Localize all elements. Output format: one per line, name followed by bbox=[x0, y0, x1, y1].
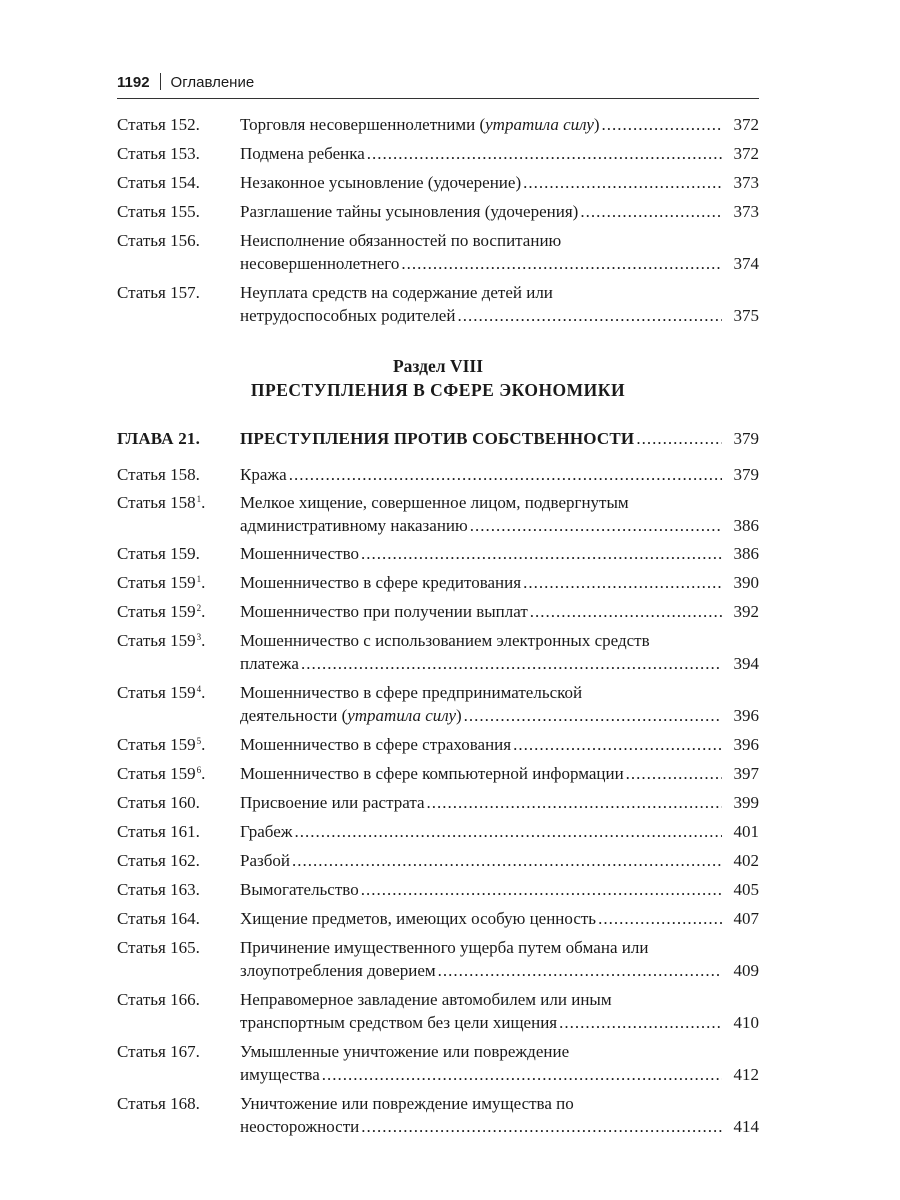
page-ref: 390 bbox=[733, 573, 759, 592]
article-body bbox=[240, 113, 759, 136]
article-number: Статья 159 bbox=[117, 764, 196, 783]
title-text: нетрудоспособных родителей bbox=[240, 306, 456, 325]
article-body bbox=[240, 820, 759, 843]
title-text: Подмена ребенка bbox=[240, 144, 365, 163]
article-label bbox=[117, 463, 240, 486]
article-superscript: 5 bbox=[196, 736, 202, 746]
page-ref: 396 bbox=[733, 706, 759, 725]
article-label bbox=[117, 200, 240, 223]
article-title bbox=[240, 791, 425, 814]
article-suffix: . bbox=[201, 683, 206, 702]
toc-entry[interactable] bbox=[117, 907, 759, 930]
running-header bbox=[117, 72, 759, 99]
dot-leader bbox=[295, 820, 722, 843]
title-line bbox=[240, 171, 759, 194]
article-label bbox=[117, 849, 240, 872]
article-body bbox=[240, 1040, 759, 1086]
article-body bbox=[240, 571, 759, 594]
toc-entry[interactable] bbox=[117, 820, 759, 843]
toc-entry[interactable] bbox=[117, 171, 759, 194]
toc-entry[interactable] bbox=[117, 281, 759, 327]
dot-leader bbox=[289, 463, 722, 486]
page-ref: 412 bbox=[733, 1065, 759, 1084]
header-separator bbox=[160, 73, 161, 90]
section-title: ПРЕСТУПЛЕНИЯ В СФЕРЕ ЭКОНОМИКИ bbox=[250, 380, 626, 400]
article-body bbox=[240, 681, 759, 727]
title-line bbox=[240, 1011, 759, 1034]
title-text: деятельности ( bbox=[240, 706, 348, 725]
article-title bbox=[240, 988, 612, 1011]
toc-entry[interactable] bbox=[117, 142, 759, 165]
chapter-heading bbox=[117, 427, 759, 450]
dot-leader bbox=[636, 427, 722, 450]
article-title bbox=[240, 762, 624, 785]
article-title bbox=[240, 491, 629, 514]
article-label bbox=[117, 1040, 240, 1086]
toc-entry[interactable] bbox=[117, 571, 759, 594]
title-after: ) bbox=[593, 115, 600, 134]
toc-entry[interactable] bbox=[117, 1040, 759, 1086]
title-italic: утратила силу bbox=[485, 115, 594, 134]
page-ref: 402 bbox=[733, 851, 759, 870]
page-ref: 392 bbox=[733, 602, 759, 621]
toc-entry[interactable] bbox=[117, 762, 759, 785]
article-superscript: 3 bbox=[196, 632, 202, 642]
section-heading bbox=[117, 354, 759, 402]
article-label bbox=[117, 988, 240, 1034]
article-title bbox=[240, 113, 600, 136]
article-body bbox=[240, 142, 759, 165]
article-label bbox=[117, 936, 240, 982]
page-ref: 373 bbox=[733, 202, 759, 221]
title-text: злоупотребления доверием bbox=[240, 961, 436, 980]
article-title bbox=[240, 1063, 320, 1086]
title-text: Мошенничество bbox=[240, 544, 360, 563]
title-line bbox=[240, 600, 759, 623]
title-line bbox=[240, 704, 759, 727]
article-number: Статья 163. bbox=[117, 880, 200, 899]
page-ref: 397 bbox=[733, 764, 759, 783]
article-number: Статья 152. bbox=[117, 115, 200, 134]
article-label bbox=[117, 571, 240, 594]
article-title bbox=[240, 304, 455, 327]
article-title bbox=[240, 1092, 574, 1115]
article-body bbox=[240, 171, 759, 194]
dot-leader bbox=[361, 878, 722, 901]
article-number: Статья 168. bbox=[117, 1094, 200, 1113]
article-number: Статья 159 bbox=[117, 573, 196, 592]
toc-entry[interactable] bbox=[117, 542, 759, 565]
title-text: Хищение предметов, имеющих особую ценность bbox=[240, 909, 597, 928]
chapter-title: ПРЕСТУПЛЕНИЯ ПРОТИВ СОБСТВЕННОСТИ bbox=[240, 429, 635, 448]
page-ref: 407 bbox=[733, 909, 759, 928]
title-text: Причинение имущественного ущерба путем обмана или bbox=[240, 938, 649, 957]
dot-leader bbox=[523, 171, 722, 194]
article-number: Статья 159 bbox=[117, 631, 196, 650]
article-title bbox=[240, 907, 596, 930]
article-suffix: . bbox=[201, 764, 206, 783]
dot-leader bbox=[427, 791, 722, 814]
dot-leader bbox=[513, 733, 722, 756]
title-text: Вымогательство bbox=[240, 880, 359, 899]
title-line bbox=[240, 571, 759, 594]
article-title bbox=[240, 629, 650, 652]
title-text: Мелкое хищение, совершенное лицом, подвергнутым bbox=[240, 493, 629, 512]
article-suffix: . bbox=[201, 493, 206, 512]
article-body bbox=[240, 463, 759, 486]
article-body bbox=[240, 988, 759, 1034]
article-label bbox=[117, 681, 240, 727]
article-number: Статья 157. bbox=[117, 283, 200, 302]
article-title bbox=[240, 704, 462, 727]
article-title bbox=[240, 1040, 569, 1063]
article-title bbox=[240, 936, 648, 959]
title-line bbox=[240, 629, 759, 652]
page-ref: 414 bbox=[733, 1117, 759, 1136]
page-ref: 396 bbox=[733, 735, 759, 754]
article-title bbox=[240, 600, 528, 623]
article-body bbox=[240, 200, 759, 223]
article-superscript: 1 bbox=[196, 574, 202, 584]
dot-leader bbox=[292, 849, 722, 872]
dot-leader bbox=[580, 200, 722, 223]
title-text: Разглашение тайны усыновления (удочерения) bbox=[240, 202, 579, 221]
dot-leader bbox=[559, 1011, 722, 1034]
title-text: Торговля несовершеннолетними ( bbox=[240, 115, 486, 134]
dot-leader bbox=[361, 542, 722, 565]
title-line bbox=[240, 1115, 759, 1138]
toc-entry[interactable] bbox=[117, 113, 759, 136]
article-suffix: . bbox=[201, 735, 206, 754]
article-body bbox=[240, 762, 759, 785]
article-number: Статья 164. bbox=[117, 909, 200, 928]
article-superscript: 4 bbox=[196, 684, 202, 694]
dot-leader bbox=[457, 304, 722, 327]
article-title bbox=[240, 463, 287, 486]
title-line bbox=[240, 463, 759, 486]
article-body bbox=[240, 281, 759, 327]
title-text: Мошенничество в сфере компьютерной информации bbox=[240, 764, 624, 783]
article-number: Статья 154. bbox=[117, 173, 200, 192]
title-text: Мошенничество с использованием электронных средств bbox=[240, 631, 650, 650]
title-text: несовершеннолетнего bbox=[240, 254, 400, 273]
article-body bbox=[240, 600, 759, 623]
title-text: Мошенничество в сфере страхования bbox=[240, 735, 512, 754]
dot-leader bbox=[626, 762, 722, 785]
article-label bbox=[117, 281, 240, 327]
title-line bbox=[240, 878, 759, 901]
article-body bbox=[240, 936, 759, 982]
article-title bbox=[240, 820, 293, 843]
article-label bbox=[117, 142, 240, 165]
toc-entry[interactable] bbox=[117, 681, 759, 727]
title-text: транспортным средством без цели хищения bbox=[240, 1013, 558, 1032]
toc-entry[interactable] bbox=[117, 878, 759, 901]
title-line bbox=[240, 1063, 759, 1086]
page-ref: 372 bbox=[733, 144, 759, 163]
toc-entry[interactable] bbox=[117, 849, 759, 872]
page-ref: 409 bbox=[733, 961, 759, 980]
page-ref: 410 bbox=[733, 1013, 759, 1032]
article-title bbox=[240, 200, 578, 223]
article-title bbox=[240, 281, 553, 304]
article-title bbox=[240, 252, 399, 275]
toc-entry[interactable] bbox=[117, 200, 759, 223]
dot-leader bbox=[401, 252, 722, 275]
article-label bbox=[117, 762, 240, 785]
toc-entry[interactable] bbox=[117, 463, 759, 486]
title-text: административному наказанию bbox=[240, 516, 468, 535]
article-body bbox=[240, 849, 759, 872]
article-superscript: 2 bbox=[196, 603, 202, 613]
title-text: неосторожности bbox=[240, 1117, 360, 1136]
article-superscript: 6 bbox=[196, 765, 202, 775]
title-text: Мошенничество в сфере предпринимательской bbox=[240, 683, 583, 702]
article-number: Статья 153. bbox=[117, 144, 200, 163]
article-number: Статья 165. bbox=[117, 938, 200, 957]
title-line bbox=[240, 849, 759, 872]
article-title bbox=[240, 171, 521, 194]
title-line bbox=[240, 1092, 759, 1115]
article-label bbox=[117, 629, 240, 675]
title-text: имущества bbox=[240, 1065, 320, 1084]
article-label bbox=[117, 229, 240, 275]
title-text: Уничтожение или повреждение имущества по bbox=[240, 1094, 574, 1113]
article-title bbox=[240, 1011, 557, 1034]
article-label bbox=[117, 491, 240, 537]
title-line bbox=[240, 1040, 759, 1063]
dot-leader bbox=[530, 600, 722, 623]
chapter-page: 379 bbox=[733, 429, 759, 448]
article-label bbox=[117, 878, 240, 901]
dot-leader bbox=[322, 1063, 722, 1086]
title-line bbox=[240, 959, 759, 982]
title-text: Неисполнение обязанностей по воспитанию bbox=[240, 231, 562, 250]
article-title bbox=[240, 142, 365, 165]
page-ref: 375 bbox=[733, 306, 759, 325]
dot-leader bbox=[361, 1115, 722, 1138]
title-line bbox=[240, 988, 759, 1011]
title-line bbox=[240, 200, 759, 223]
title-text: платежа bbox=[240, 654, 299, 673]
page-number: 1192 bbox=[117, 74, 150, 91]
page-ref: 373 bbox=[733, 173, 759, 192]
article-body bbox=[240, 791, 759, 814]
dot-leader bbox=[470, 514, 722, 537]
article-body bbox=[240, 629, 759, 675]
article-body bbox=[240, 907, 759, 930]
dot-leader bbox=[602, 113, 722, 136]
section-number: Раздел VIII bbox=[392, 356, 484, 376]
article-body bbox=[240, 229, 759, 275]
article-body bbox=[240, 733, 759, 756]
toc-entry[interactable] bbox=[117, 791, 759, 814]
title-line bbox=[240, 142, 759, 165]
article-number: Статья 159 bbox=[117, 683, 196, 702]
title-text: Мошенничество при получении выплат bbox=[240, 602, 528, 621]
title-line bbox=[240, 762, 759, 785]
title-text: Умышленные уничтожение или повреждение bbox=[240, 1042, 570, 1061]
article-title bbox=[240, 542, 359, 565]
page-ref: 372 bbox=[733, 115, 759, 134]
title-line bbox=[240, 252, 759, 275]
toc-entry[interactable] bbox=[117, 936, 759, 982]
page-ref: 379 bbox=[733, 465, 759, 484]
toc-entry[interactable] bbox=[117, 491, 759, 537]
article-number: Статья 155. bbox=[117, 202, 200, 221]
title-italic: утратила силу bbox=[347, 706, 456, 725]
article-number: Статья 167. bbox=[117, 1042, 200, 1061]
dot-leader bbox=[464, 704, 722, 727]
header-title: Оглавление bbox=[170, 74, 255, 91]
dot-leader bbox=[438, 959, 722, 982]
toc-entry[interactable] bbox=[117, 733, 759, 756]
title-line bbox=[240, 652, 759, 675]
article-title bbox=[240, 733, 511, 756]
title-line bbox=[240, 281, 759, 304]
title-line bbox=[240, 113, 759, 136]
toc-entry[interactable] bbox=[117, 1092, 759, 1138]
dot-leader bbox=[367, 142, 722, 165]
article-number: Статья 159 bbox=[117, 602, 196, 621]
title-line bbox=[240, 491, 759, 514]
toc-entry-chapter-21[interactable] bbox=[117, 427, 759, 450]
article-label bbox=[117, 600, 240, 623]
page-ref: 386 bbox=[733, 516, 759, 535]
title-line bbox=[240, 791, 759, 814]
article-number: Статья 158 bbox=[117, 493, 196, 512]
title-text: Кража bbox=[240, 465, 287, 484]
title-line bbox=[240, 681, 759, 704]
page-ref: 401 bbox=[733, 822, 759, 841]
article-title bbox=[240, 514, 468, 537]
page-ref: 405 bbox=[733, 880, 759, 899]
page-ref: 394 bbox=[733, 654, 759, 673]
article-label bbox=[117, 907, 240, 930]
article-label bbox=[117, 171, 240, 194]
title-text: Присвоение или растрата bbox=[240, 793, 425, 812]
article-superscript: 1 bbox=[196, 494, 202, 504]
toc-entry[interactable] bbox=[117, 600, 759, 623]
article-title bbox=[240, 849, 290, 872]
title-line bbox=[240, 907, 759, 930]
title-text: Неуплата средств на содержание детей или bbox=[240, 283, 553, 302]
article-suffix: . bbox=[201, 573, 206, 592]
title-text: Разбой bbox=[240, 851, 290, 870]
article-number: Статья 159 bbox=[117, 735, 196, 754]
dot-leader bbox=[523, 571, 722, 594]
article-title bbox=[240, 681, 582, 704]
article-body bbox=[240, 878, 759, 901]
article-label bbox=[117, 733, 240, 756]
title-text: Незаконное усыновление (удочерение) bbox=[240, 173, 522, 192]
article-number: Статья 159. bbox=[117, 544, 200, 563]
article-suffix: . bbox=[201, 602, 206, 621]
article-title bbox=[240, 229, 561, 252]
page-ref: 374 bbox=[733, 254, 759, 273]
article-suffix: . bbox=[201, 631, 206, 650]
article-label bbox=[117, 113, 240, 136]
page-ref: 399 bbox=[733, 793, 759, 812]
page-ref: 386 bbox=[733, 544, 759, 563]
toc-group-property-crimes bbox=[117, 463, 759, 1144]
title-line bbox=[240, 304, 759, 327]
dot-leader bbox=[301, 652, 722, 675]
article-label bbox=[117, 820, 240, 843]
article-number: Статья 158. bbox=[117, 465, 200, 484]
article-body bbox=[240, 542, 759, 565]
title-line bbox=[240, 936, 759, 959]
article-body bbox=[240, 491, 759, 537]
title-line bbox=[240, 733, 759, 756]
article-number: Статья 166. bbox=[117, 990, 200, 1009]
title-line bbox=[240, 542, 759, 565]
title-line bbox=[240, 820, 759, 843]
article-title bbox=[240, 959, 436, 982]
article-number: Статья 160. bbox=[117, 793, 200, 812]
title-after: ) bbox=[455, 706, 462, 725]
article-title bbox=[240, 1115, 359, 1138]
title-text: Мошенничество в сфере кредитования bbox=[240, 573, 522, 592]
article-number: Статья 161. bbox=[117, 822, 200, 841]
title-line bbox=[240, 229, 759, 252]
article-title bbox=[240, 652, 299, 675]
title-line bbox=[240, 514, 759, 537]
article-label bbox=[117, 791, 240, 814]
toc-entry[interactable] bbox=[117, 629, 759, 675]
toc-group-family-crimes bbox=[117, 113, 759, 333]
dot-leader bbox=[598, 907, 722, 930]
title-text: Неправомерное завладение автомобилем или иным bbox=[240, 990, 612, 1009]
toc-entry[interactable] bbox=[117, 988, 759, 1034]
article-label bbox=[117, 1092, 240, 1138]
toc-entry[interactable] bbox=[117, 229, 759, 275]
chapter-label: ГЛАВА 21. bbox=[117, 429, 201, 448]
article-number: Статья 156. bbox=[117, 231, 200, 250]
article-body bbox=[240, 1092, 759, 1138]
article-label bbox=[117, 542, 240, 565]
title-text: Грабеж bbox=[240, 822, 293, 841]
article-number: Статья 162. bbox=[117, 851, 200, 870]
article-title bbox=[240, 878, 359, 901]
article-title bbox=[240, 571, 521, 594]
